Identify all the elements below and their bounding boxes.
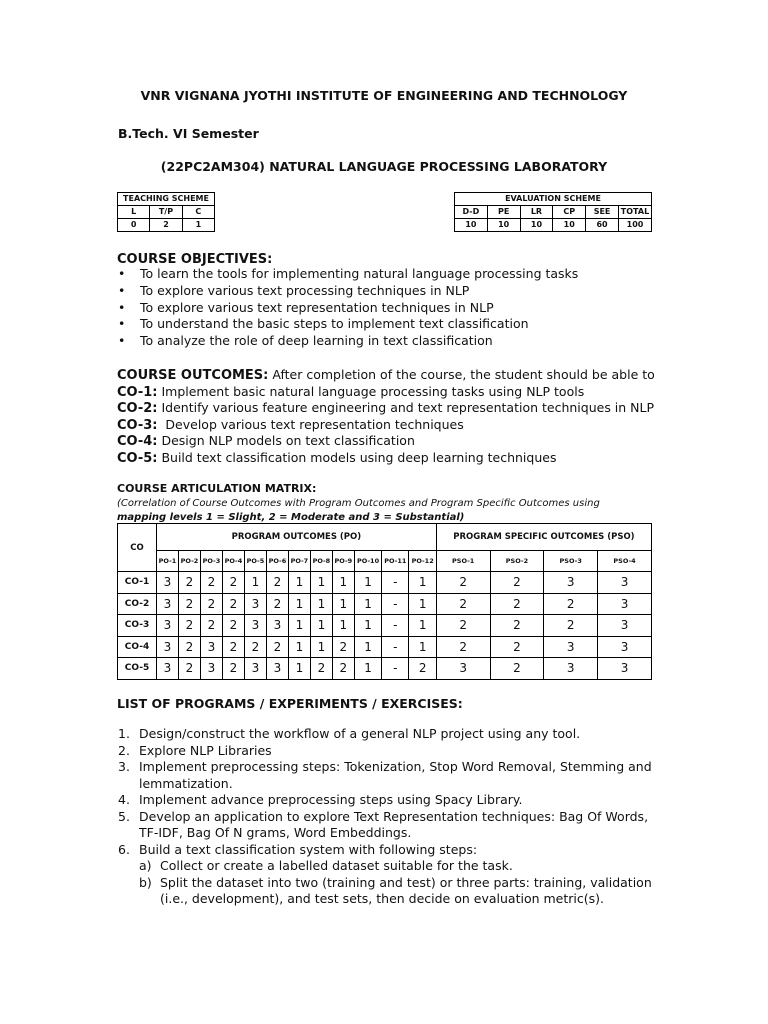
experiment-item — [118, 809, 653, 842]
matrix-cell: 3 — [544, 572, 598, 594]
matrix-cell: 2 — [490, 658, 544, 680]
teaching-value: 2 — [150, 219, 182, 232]
experiment-sub-item — [139, 875, 653, 908]
objective-item: • To explore various text processing techniques in NLP — [118, 283, 678, 300]
teaching-col-header: C — [182, 206, 214, 219]
matrix-co-label: CO-4 — [118, 636, 157, 658]
teaching-value: 0 — [118, 219, 150, 232]
matrix-cell: 3 — [544, 658, 598, 680]
matrix-cell: 3 — [598, 636, 652, 658]
matrix-cell: 3 — [598, 658, 652, 680]
outcome-code: CO-3: — [117, 417, 158, 433]
matrix-cell: 2 — [436, 593, 490, 615]
matrix-col-header: PO-10 — [354, 551, 381, 572]
teaching-col-header: L — [118, 206, 150, 219]
matrix-cell: 2 — [544, 593, 598, 615]
outcome-code: CO-4: — [117, 434, 158, 450]
matrix-cell: 2 — [490, 636, 544, 658]
matrix-cell: 1 — [409, 636, 436, 658]
matrix-cell: 2 — [310, 658, 332, 680]
matrix-col-header: PO-9 — [332, 551, 354, 572]
matrix-col-header: PO-8 — [310, 551, 332, 572]
matrix-cell: 3 — [157, 593, 179, 615]
matrix-col-header: PO-12 — [409, 551, 436, 572]
experiment-sub-item-text: Collect or create a labelled dataset suitable for the task. — [160, 858, 513, 873]
objective-item: • To analyze the role of deep learning in text classification — [118, 333, 678, 350]
outcome-text: Design NLP models on text classification — [157, 433, 415, 449]
matrix-col-header: PO-5 — [244, 551, 266, 572]
outcomes-intro-line — [117, 367, 677, 384]
experiment-item — [118, 792, 653, 809]
matrix-column-headers — [118, 551, 652, 572]
matrix-cell: - — [382, 572, 409, 594]
matrix-cell: - — [382, 658, 409, 680]
matrix-cell: 2 — [544, 615, 598, 637]
matrix-row — [118, 572, 652, 594]
matrix-cell: - — [382, 615, 409, 637]
matrix-co-label: CO-3 — [118, 615, 157, 637]
matrix-cell: 3 — [157, 615, 179, 637]
matrix-cell: 2 — [222, 572, 244, 594]
matrix-cell: 1 — [409, 615, 436, 637]
matrix-cell: 3 — [200, 658, 222, 680]
experiment-item-number: 3. — [118, 759, 130, 774]
matrix-co-label: CO-1 — [118, 572, 157, 594]
matrix-cell: 2 — [490, 615, 544, 637]
pso-group-header: PROGRAM SPECIFIC OUTCOMES (PSO) — [436, 524, 651, 551]
matrix-cell: 1 — [332, 615, 354, 637]
matrix-cell: 1 — [310, 615, 332, 637]
matrix-note — [117, 497, 652, 525]
outcome-item — [117, 400, 677, 417]
matrix-cell: 1 — [288, 593, 310, 615]
matrix-cell: 3 — [244, 615, 266, 637]
objective-item: • To understand the basic steps to implement text classification — [118, 316, 678, 333]
matrix-cell: 2 — [332, 658, 354, 680]
experiment-sub-item-text: (i.e., development), and test sets, then decide on evaluation metric(s). — [160, 891, 604, 906]
experiment-item — [118, 743, 653, 760]
matrix-cell: 1 — [354, 572, 381, 594]
experiment-item-number: 6. — [118, 841, 130, 857]
teaching-value: 1 — [182, 219, 214, 232]
matrix-cell: 3 — [244, 593, 266, 615]
matrix-col-header: PO-3 — [200, 551, 222, 572]
evaluation-col-header: TOTAL — [618, 206, 651, 219]
matrix-cell: 2 — [178, 658, 200, 680]
evaluation-col-header: LR — [520, 206, 553, 219]
outcome-code: CO-2: — [117, 401, 158, 417]
experiment-item-number: 1. — [118, 726, 130, 741]
matrix-cell: 1 — [244, 572, 266, 594]
teaching-scheme-table — [117, 192, 215, 232]
outcome-code: CO-5: — [117, 450, 158, 466]
experiment-sub-item-number: b) — [139, 874, 152, 890]
outcomes-section — [117, 367, 677, 467]
teaching-scheme-title: TEACHING SCHEME — [118, 193, 215, 206]
experiment-sub-list — [118, 858, 653, 908]
matrix-heading: COURSE ARTICULATION MATRIX: — [117, 482, 317, 495]
matrix-cell: 3 — [598, 615, 652, 637]
articulation-matrix-table — [117, 523, 652, 680]
outcome-item — [117, 384, 677, 401]
outcome-text: Identify various feature engineering and text representation techniques in NLP — [157, 400, 655, 416]
experiment-item-text: TF-IDF, Bag Of N grams, Word Embeddings. — [139, 825, 412, 840]
experiment-item-text: Design/construct the workflow of a general NLP project using any tool. — [139, 726, 581, 741]
matrix-cell: 2 — [200, 572, 222, 594]
experiment-item-text: Implement advance preprocessing steps using Spacy Library. — [139, 792, 523, 807]
evaluation-value: 10 — [520, 219, 553, 232]
matrix-cell: 2 — [244, 636, 266, 658]
evaluation-scheme-title: EVALUATION SCHEME — [455, 193, 652, 206]
evaluation-col-header: PE — [487, 206, 520, 219]
matrix-row — [118, 658, 652, 680]
matrix-cell: 1 — [288, 615, 310, 637]
matrix-cell: 2 — [178, 593, 200, 615]
experiment-item-text: Develop an application to explore Text Representation techniques: Bag Of Words, — [139, 808, 649, 824]
matrix-cell: 1 — [310, 636, 332, 658]
experiment-item-text: lemmatization. — [139, 775, 233, 791]
experiment-item-number: 5. — [118, 808, 130, 824]
matrix-cell: - — [382, 636, 409, 658]
matrix-cell: 2 — [222, 615, 244, 637]
matrix-cell: 1 — [310, 572, 332, 594]
matrix-cell: - — [382, 593, 409, 615]
matrix-cell: 2 — [332, 636, 354, 658]
matrix-cell: 3 — [544, 636, 598, 658]
co-header: CO — [118, 524, 157, 572]
matrix-col-header: PO-2 — [178, 551, 200, 572]
evaluation-value: 60 — [586, 219, 619, 232]
matrix-col-header: PSO-4 — [598, 551, 652, 572]
matrix-note-line: (Correlation of Course Outcomes with Program Outcomes and Program Specific Outcomes using — [117, 498, 600, 509]
experiment-item-text: Explore NLP Libraries — [139, 742, 272, 758]
experiments-list — [118, 726, 653, 908]
matrix-col-header: PSO-3 — [544, 551, 598, 572]
outcome-code: CO-1: — [117, 384, 158, 400]
matrix-cell: 1 — [354, 615, 381, 637]
matrix-cell: 3 — [157, 658, 179, 680]
matrix-row — [118, 615, 652, 637]
matrix-cell: 2 — [178, 636, 200, 658]
matrix-cell: 2 — [266, 636, 288, 658]
evaluation-value: 100 — [618, 219, 651, 232]
matrix-cell: 2 — [200, 593, 222, 615]
evaluation-value: 10 — [553, 219, 586, 232]
outcomes-heading: COURSE OUTCOMES: — [117, 368, 269, 383]
matrix-cell: 2 — [222, 636, 244, 658]
evaluation-col-header: D-D — [455, 206, 488, 219]
matrix-cell: 3 — [598, 593, 652, 615]
evaluation-col-header: SEE — [586, 206, 619, 219]
outcome-text: Develop various text representation techniques — [157, 416, 464, 432]
matrix-cell: 2 — [266, 572, 288, 594]
outcome-text: Build text classification models using deep learning techniques — [157, 449, 557, 465]
matrix-cell: 3 — [244, 658, 266, 680]
matrix-cell: 2 — [266, 593, 288, 615]
experiment-item — [118, 842, 653, 859]
matrix-col-header: PO-6 — [266, 551, 288, 572]
matrix-row — [118, 636, 652, 658]
matrix-cell: 1 — [409, 572, 436, 594]
objectives-heading: COURSE OBJECTIVES: — [117, 252, 273, 267]
po-group-header: PROGRAM OUTCOMES (PO) — [157, 524, 437, 551]
matrix-cell: 1 — [288, 572, 310, 594]
experiment-sub-item-number: a) — [139, 858, 152, 873]
experiment-sub-item — [139, 858, 653, 875]
matrix-body — [118, 572, 652, 680]
outcome-item — [117, 433, 677, 450]
matrix-cell: 1 — [332, 572, 354, 594]
matrix-cell: 2 — [436, 572, 490, 594]
matrix-cell: 3 — [436, 658, 490, 680]
matrix-cell: 2 — [178, 615, 200, 637]
matrix-col-header: PO-11 — [382, 551, 409, 572]
experiment-item-number: 4. — [118, 792, 130, 807]
outcomes-intro: After completion of the course, the student should be able to — [268, 367, 655, 382]
evaluation-col-header: CP — [553, 206, 586, 219]
matrix-cell: 2 — [178, 572, 200, 594]
matrix-cell: 1 — [332, 593, 354, 615]
experiments-heading: LIST OF PROGRAMS / EXPERIMENTS / EXERCISES: — [117, 696, 463, 711]
matrix-co-label: CO-5 — [118, 658, 157, 680]
matrix-cell: 3 — [157, 636, 179, 658]
matrix-cell: 2 — [490, 572, 544, 594]
experiment-item — [118, 726, 653, 743]
institute-name: VNR VIGNANA JYOTHI INSTITUTE OF ENGINEERING AND TECHNOLOGY — [140, 88, 628, 103]
matrix-row — [118, 593, 652, 615]
semester-label: B.Tech. VI Semester — [118, 126, 259, 141]
objective-item: • To learn the tools for implementing natural language processing tasks — [118, 266, 678, 283]
experiment-item-text: Implement preprocessing steps: Tokenization, Stop Word Removal, Stemming and — [139, 759, 652, 774]
outcome-item — [117, 417, 677, 434]
matrix-cell: 2 — [436, 636, 490, 658]
matrix-cell: 2 — [436, 615, 490, 637]
objectives-list — [118, 266, 678, 350]
outcome-item — [117, 450, 677, 467]
experiment-item-text: Build a text classification system with following steps: — [139, 841, 478, 857]
matrix-cell: 2 — [490, 593, 544, 615]
matrix-cell: 3 — [266, 615, 288, 637]
matrix-cell: 2 — [222, 593, 244, 615]
matrix-cell: 3 — [266, 658, 288, 680]
evaluation-value: 10 — [487, 219, 520, 232]
teaching-col-header: T/P — [150, 206, 182, 219]
evaluation-value: 10 — [455, 219, 488, 232]
experiment-item-number: 2. — [118, 742, 130, 758]
course-title: (22PC2AM304) NATURAL LANGUAGE PROCESSING LABORATORY — [160, 159, 608, 174]
outcome-text: Implement basic natural language processing tasks using NLP tools — [157, 383, 585, 399]
matrix-cell: 2 — [409, 658, 436, 680]
matrix-cell: 3 — [157, 572, 179, 594]
matrix-cell: 3 — [598, 572, 652, 594]
experiment-sub-item-text: Split the dataset into two (training and test) or three parts: training, validation — [160, 874, 652, 890]
matrix-cell: 1 — [354, 593, 381, 615]
objective-item: • To explore various text representation techniques in NLP — [118, 300, 678, 317]
matrix-col-header: PSO-1 — [436, 551, 490, 572]
evaluation-scheme-table — [454, 192, 652, 232]
matrix-cell: 1 — [288, 636, 310, 658]
matrix-cell: 1 — [409, 593, 436, 615]
matrix-col-header: PO-4 — [222, 551, 244, 572]
matrix-cell: 1 — [310, 593, 332, 615]
matrix-note-line: mapping levels 1 = Slight, 2 = Moderate and 3 = Substantial) — [117, 512, 465, 523]
matrix-cell: 3 — [200, 636, 222, 658]
matrix-cell: 1 — [354, 636, 381, 658]
matrix-cell: 1 — [354, 658, 381, 680]
matrix-cell: 2 — [200, 615, 222, 637]
experiment-item — [118, 759, 653, 792]
matrix-co-label: CO-2 — [118, 593, 157, 615]
matrix-cell: 1 — [288, 658, 310, 680]
matrix-col-header: PSO-2 — [490, 551, 544, 572]
matrix-col-header: PO-7 — [288, 551, 310, 572]
matrix-cell: 2 — [222, 658, 244, 680]
matrix-col-header: PO-1 — [157, 551, 179, 572]
